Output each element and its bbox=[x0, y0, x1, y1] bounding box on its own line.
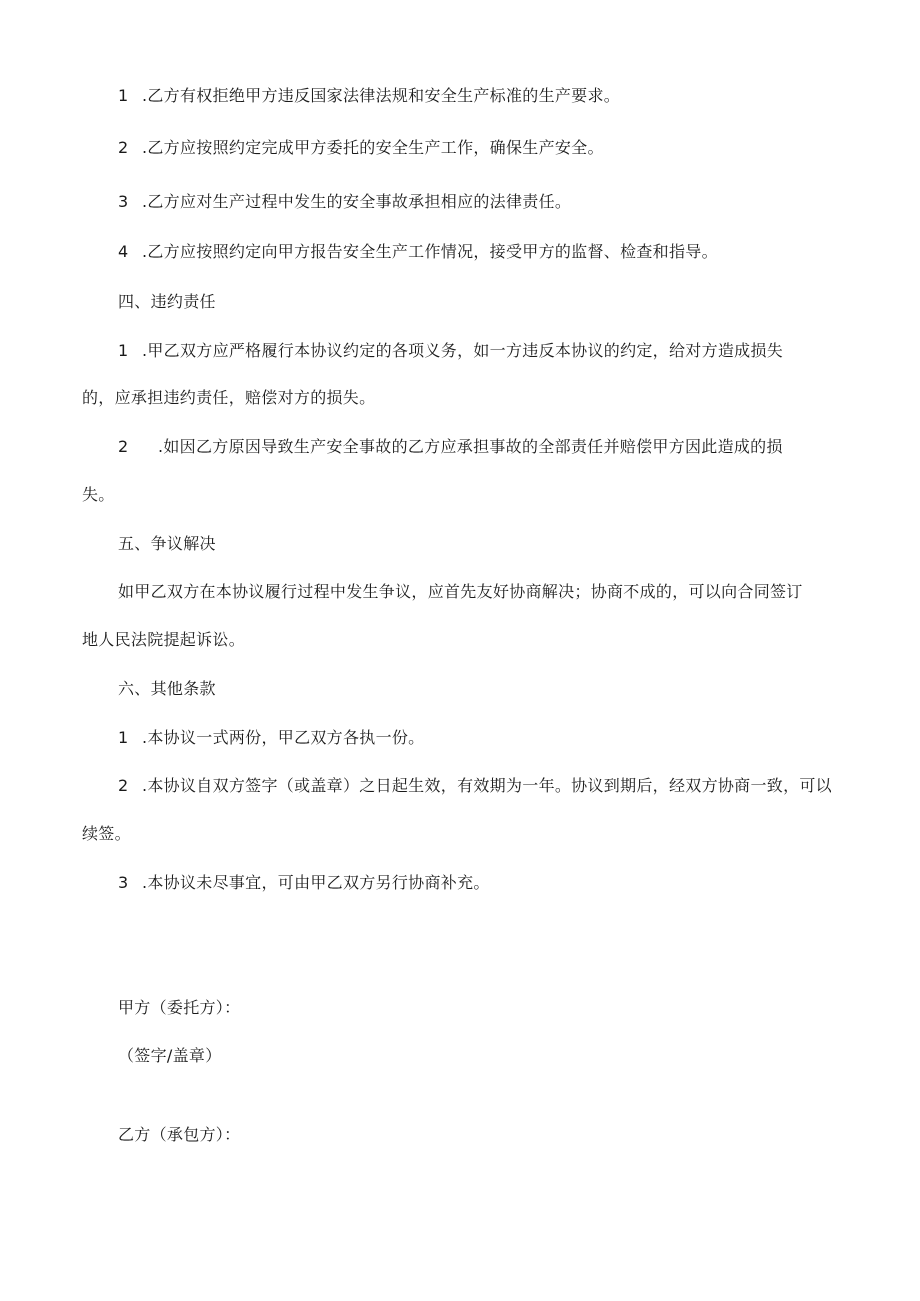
clause-number: 2 bbox=[118, 138, 129, 157]
clause-other-3 bbox=[118, 872, 490, 894]
clause-number: 2 bbox=[118, 776, 129, 795]
section-heading-other-terms: 六、其他条款 bbox=[118, 679, 216, 698]
clause-text: .乙方有权拒绝甲方违反国家法律法规和安全生产标准的生产要求。 bbox=[142, 86, 621, 105]
party-a-signature-hint: （签字/盖章） bbox=[118, 1046, 222, 1065]
clause-breach-2-line1 bbox=[118, 436, 783, 458]
clause-text: .甲乙双方应严格履行本协议约定的各项义务，如一方违反本协议的约定，给对方造成损失 bbox=[142, 341, 784, 360]
clause-breach-1-line2: 的，应承担违约责任，赔偿对方的损失。 bbox=[82, 388, 376, 407]
clause-number: 1 bbox=[118, 341, 129, 360]
clause-text: .乙方应按照约定向甲方报告安全生产工作情况，接受甲方的监督、检查和指导。 bbox=[142, 242, 718, 261]
clause-number: 3 bbox=[118, 873, 129, 892]
clause-text: .本协议一式两份，甲乙双方各执一份。 bbox=[142, 728, 425, 747]
section-heading-dispute: 五、争议解决 bbox=[118, 534, 216, 553]
clause-other-2-line1 bbox=[118, 775, 832, 797]
clause-b-3 bbox=[118, 191, 571, 213]
clause-number: 4 bbox=[118, 242, 129, 261]
clause-other-1 bbox=[118, 727, 425, 749]
clause-b-4 bbox=[118, 241, 718, 263]
party-b-label: 乙方（承包方）： bbox=[118, 1125, 241, 1144]
clause-number: 1 bbox=[118, 86, 129, 105]
clause-text: .本协议自双方签字（或盖章）之日起生效，有效期为一年。协议到期后，经双方协商一致，可以 bbox=[142, 776, 832, 795]
clause-number: 3 bbox=[118, 192, 129, 211]
clause-text: .乙方应按照约定完成甲方委托的安全生产工作，确保生产安全。 bbox=[142, 138, 604, 157]
clause-number: 2 bbox=[118, 437, 129, 456]
clause-other-2-line2: 续签。 bbox=[82, 824, 131, 843]
clause-text: .本协议未尽事宜，可由甲乙双方另行协商补充。 bbox=[142, 873, 490, 892]
clause-breach-2-line2: 失。 bbox=[82, 485, 115, 504]
dispute-text-line1: 如甲乙双方在本协议履行过程中发生争议，应首先友好协商解决；协商不成的，可以向合同签订 bbox=[118, 582, 803, 601]
party-a-label: 甲方（委托方）： bbox=[118, 998, 241, 1017]
clause-text: .乙方应对生产过程中发生的安全事故承担相应的法律责任。 bbox=[142, 192, 572, 211]
clause-breach-1-line1 bbox=[118, 340, 783, 362]
clause-b-2 bbox=[118, 137, 604, 159]
clause-number: 1 bbox=[118, 728, 129, 747]
section-heading-breach: 四、违约责任 bbox=[118, 292, 216, 311]
dispute-text-line2: 地人民法院提起诉讼。 bbox=[82, 630, 246, 649]
clause-b-1 bbox=[118, 85, 620, 107]
clause-text: .如因乙方原因导致生产安全事故的乙方应承担事故的全部责任并赔偿甲方因此造成的损 bbox=[158, 437, 783, 456]
